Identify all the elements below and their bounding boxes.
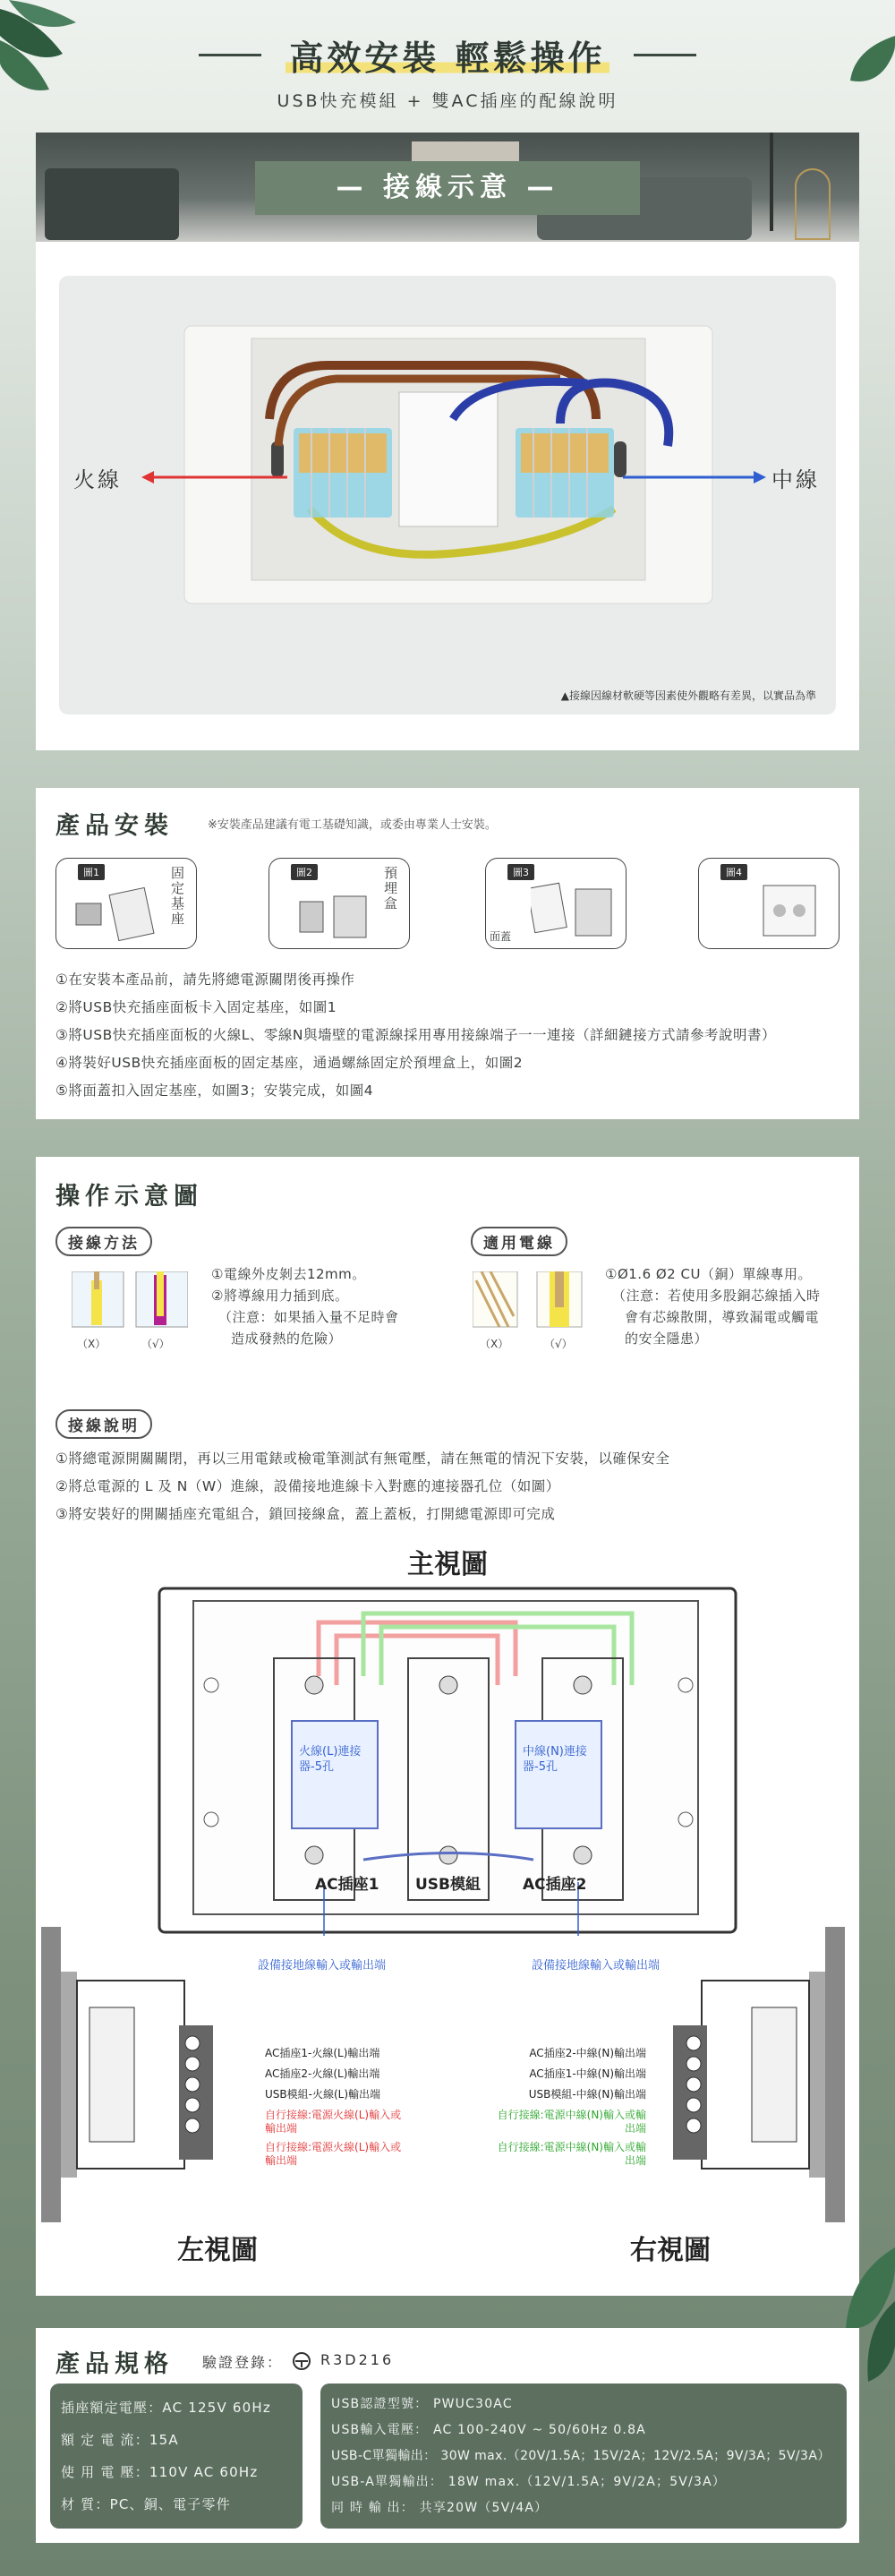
live-connector-label: 火線(L)連接器-5孔 <box>299 1745 362 1774</box>
ground-label-left: 設備接地線輸入或輸出端 <box>258 1959 387 1973</box>
install-step-3: ③將USB快充插座面板的火線L、零線N與墻壁的電源線採用專用接線端子一一連接（詳細鏈接方式請參考說明書） <box>55 1027 776 1043</box>
figure-1-caption: 固定基座 <box>171 865 185 927</box>
right-terminal-3: USB模組-中線(N)輸出端 <box>528 2088 646 2101</box>
page-subtitle: USB快充模組 + 雙AC插座的配線說明 <box>277 91 618 111</box>
wire-check-mark: （√） <box>544 1338 573 1350</box>
explain-pill: 接線說明 <box>55 1409 152 1439</box>
spec-left-1: 插座額定電壓：AC 125V 60Hz <box>61 2400 271 2416</box>
wiring-banner: — 接線示意 — <box>255 161 640 215</box>
right-terminal-1: AC插座2-中線(N)輸出端 <box>529 2047 646 2059</box>
figure-4-tag: 圖4 <box>720 864 747 880</box>
install-step-1: ①在安裝本產品前，請先將總電源關閉後再操作 <box>55 971 355 988</box>
cert-code: R3D216 <box>320 2351 395 2368</box>
right-terminal-labels <box>487 2043 646 2168</box>
install-step-5: ⑤將面蓋扣入固定基座，如圖3；安裝完成，如圖4 <box>55 1083 374 1099</box>
left-view-diagram <box>36 1927 215 2222</box>
wire-pill: 適用電線 <box>471 1227 567 1256</box>
right-view-diagram <box>653 1927 850 2222</box>
ground-label-right: 設備接地線輸入或輸出端 <box>532 1959 661 1973</box>
right-terminal-4: 自行接線:電源中線(N)輸入或輸出端 <box>497 2109 646 2135</box>
spec-right-3: USB-C單獨輸出： 30W max.（20V/1.5A；15V/2A；12V/2.5A；9V/3A；5V/3A） <box>331 2449 831 2463</box>
wiring-note: ▲接線因線材軟硬等因素使外觀略有差異，以實品為準 <box>560 689 816 702</box>
explain-step-1: ①將總電源開關關閉，再以三用電錶或檢電筆測試有無電壓，請在無電的情況下安裝，以確保安全 <box>55 1451 670 1467</box>
method-illustration <box>72 1271 188 1334</box>
spec-right-1: USB認證型號： PWUC30AC <box>331 2397 513 2411</box>
figure-3-tag: 圖3 <box>507 864 534 880</box>
main-view-title: 主視圖 <box>407 1549 488 1580</box>
figure-2-tag: 圖2 <box>291 864 318 880</box>
wire-line-1: ①Ø1.6 Ø2 CU（銅）單線專用。 <box>605 1266 812 1282</box>
left-terminal-5: 自行接線:電源火線(L)輸入或輸出端 <box>265 2141 402 2167</box>
method-cross-mark: （X） <box>77 1338 107 1350</box>
right-terminal-2: AC插座1-中線(N)輸出端 <box>529 2067 646 2080</box>
ac1-label: AC插座1 <box>315 1876 379 1894</box>
install-step-2: ②將USB快充插座面板卡入固定基座，如圖1 <box>55 999 337 1015</box>
figure-3 <box>485 858 626 949</box>
spec-right-2: USB輸入電壓： AC 100-240V ~ 50/60Hz 0.8A <box>331 2423 646 2437</box>
install-step-4: ④將裝好USB快充插座面板的固定基座，通過螺絲固定於預埋盒上，如圖2 <box>55 1055 524 1071</box>
spec-box-left <box>50 2383 303 2529</box>
explain-step-2: ②將总電源的 L 及 N（W）進線，設備接地進線卡入對應的連接器孔位（如圖） <box>55 1478 560 1494</box>
spec-title: 產品規格 <box>55 2350 174 2378</box>
install-title: 產品安裝 <box>55 812 174 840</box>
left-terminal-4: 自行接線:電源火線(L)輸入或輸出端 <box>265 2109 402 2135</box>
install-card <box>36 788 859 1119</box>
figure-4 <box>698 858 840 949</box>
right-view-title: 右視圖 <box>630 2235 711 2266</box>
page-title: 高效安裝 輕鬆操作 <box>0 30 895 80</box>
method-line-1: ①電線外皮剝去12mm。 <box>211 1266 366 1282</box>
ac2-label: AC插座2 <box>523 1876 587 1894</box>
wire-cross-mark: （X） <box>480 1338 509 1350</box>
usb-label: USB模組 <box>415 1876 482 1894</box>
install-note: ※安裝產品建議有電工基礎知識，或委由專業人士安裝。 <box>208 818 497 832</box>
spec-right-4: USB-A單獨輸出： 18W max.（12V/1.5A；9V/2A；5V/3A） <box>331 2475 727 2489</box>
wire-line-3: 會有芯線散開，導致漏電或觸電 <box>625 1309 820 1325</box>
right-terminal-5: 自行接線:電源中線(N)輸入或輸出端 <box>497 2141 646 2167</box>
method-line-4: 造成發熱的危險） <box>231 1331 343 1347</box>
left-view-title: 左視圖 <box>177 2235 258 2266</box>
method-pill: 接線方法 <box>55 1227 152 1256</box>
left-terminal-2: AC插座2-火線(L)輸出端 <box>265 2067 380 2080</box>
figure-1 <box>55 858 197 949</box>
wire-line-4: 的安全隱患） <box>625 1331 709 1347</box>
live-label: 火線 <box>73 467 122 492</box>
figure-2 <box>268 858 410 949</box>
wiring-photo-panel <box>59 276 836 715</box>
figure-3-caption: 面蓋 <box>490 930 512 943</box>
method-check-mark: （√） <box>141 1338 170 1350</box>
page-header <box>0 0 895 125</box>
operation-card <box>36 1157 859 2296</box>
neutral-connector-label: 中線(N)連接器-5孔 <box>523 1745 587 1774</box>
spec-box-right <box>320 2383 847 2529</box>
method-line-3: （注意：如果插入量不足時會 <box>218 1309 399 1325</box>
spec-left-3: 使 用 電 壓：110V AC 60Hz <box>61 2464 259 2480</box>
left-terminal-1: AC插座1-火線(L)輸出端 <box>265 2047 380 2059</box>
cert-label: 驗證登錄： <box>202 2354 284 2371</box>
figure-2-caption: 預埋盒 <box>384 865 398 911</box>
explain-step-3: ③將安裝好的開關插座充電組合，鎖回接線盒，蓋上蓋板，打開總電源即可完成 <box>55 1506 556 1522</box>
bsmi-icon <box>292 2351 311 2371</box>
figure-1-tag: 圖1 <box>78 864 105 880</box>
spec-left-4: 材 質：PC、銅、電子零件 <box>61 2496 231 2512</box>
spec-right-5: 同 時 輸 出： 共享20W（5V/4A） <box>331 2501 549 2515</box>
method-line-2: ②將導線用力插到底。 <box>211 1288 349 1304</box>
wiring-photo <box>59 276 836 715</box>
neutral-label: 中線 <box>771 467 820 492</box>
spec-card <box>36 2328 859 2543</box>
left-terminal-labels <box>265 2043 408 2168</box>
wiring-card <box>36 133 859 750</box>
spec-left-2: 額 定 電 流：15A <box>61 2432 179 2448</box>
wire-illustration <box>473 1271 589 1334</box>
left-terminal-3: USB模組-火線(L)輸出端 <box>265 2088 381 2101</box>
operation-title: 操作示意圖 <box>55 1183 203 1211</box>
wire-line-2: （注意：若使用多股銅芯線插入時 <box>612 1288 821 1304</box>
